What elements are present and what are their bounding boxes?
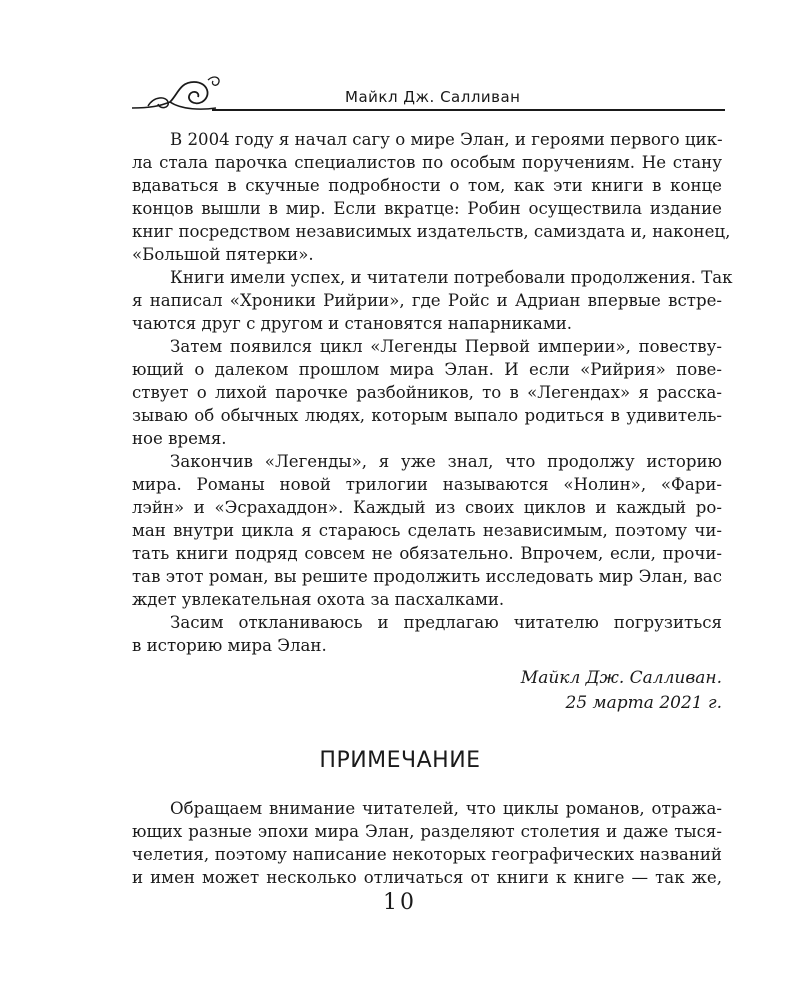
paragraph [132,128,731,266]
running-title: Майкл Дж. Салливан [345,88,521,106]
note-text [132,797,722,889]
text-line: ющих разные эпохи мира Элан, разделяют столетия и даже тыся- [132,822,722,841]
running-header [130,72,725,112]
text-line: «Большой пятерки». [132,245,314,264]
text-line: вдаваться в скучные подробности о том, как эти книги в конце [132,176,722,195]
section-heading: ПРИМЕЧАНИЕ [319,748,481,773]
text-line: ла стала парочка специалистов по особым поручениям. Не стану [132,153,722,172]
text-line: и имен может несколько отличаться от книги к книге — так же, [132,868,722,887]
text-line: ное время. [132,429,227,448]
signature-author: Майкл Дж. Салливан. [520,668,722,688]
text-line: Книги имели успех, и читатели потребовали продолжения. Так [170,268,733,287]
text-line: тав этот роман, вы решите продолжить исследовать мир Элан, вас [132,567,722,586]
signature-date: 25 марта 2021 г. [565,693,722,713]
paragraph [132,611,722,657]
paragraph [132,335,722,450]
author-signature [521,666,722,716]
text-line: концов вышли в мир. Если вкратце: Робин осуществила издание [132,199,722,218]
text-line: Обращаем внимание читателей, что циклы романов, отража- [170,799,722,818]
page-number: 10 [383,890,417,915]
flourish-ornament-icon [130,72,230,114]
text-line: тать книги подряд совсем не обязательно. Впрочем, если, прочи- [132,544,722,563]
text-line: ждет увлекательная охота за пасхалками. [132,590,505,609]
header-rule [212,109,725,111]
text-line: челетия, поэтому написание некоторых географических названий [132,845,722,864]
text-line: Засим откланиваюсь и предлагаю читателю погрузиться [170,613,722,632]
text-line: ющий о далеком прошлом мира Элан. И если «Рийрия» пове- [132,360,722,379]
text-line: я написал «Хроники Рийрии», где Ройс и Адриан впервые встре- [132,291,722,310]
text-line: мира. Романы новой трилогии называются «Нолин», «Фари- [132,475,722,494]
paragraph [132,266,733,335]
text-line: Затем появился цикл «Легенды Первой империи», повеству- [170,337,722,356]
text-line: Закончив «Легенды», я уже знал, что продолжу историю [170,452,722,471]
text-line: книг посредством независимых издательств, самиздата и, наконец, [132,222,731,241]
text-line: в историю мира Элан. [132,636,327,655]
text-line: В 2004 году я начал сагу о мире Элан, и героями первого цик- [170,130,723,149]
text-line: зываю об обычных людях, которым выпало родиться в удивитель- [132,406,722,425]
text-line: ман внутри цикла я стараюсь сделать независимым, поэтому чи- [132,521,722,540]
text-line: ствует о лихой парочке разбойников, то в «Легендах» я расска- [132,383,722,402]
text-line: лэйн» и «Эсрахаддон». Каждый из своих циклов и каждый ро- [132,498,722,517]
paragraph [132,450,722,611]
text-line: чаются друг с другом и становятся напарниками. [132,314,573,333]
preface-text [132,128,733,657]
